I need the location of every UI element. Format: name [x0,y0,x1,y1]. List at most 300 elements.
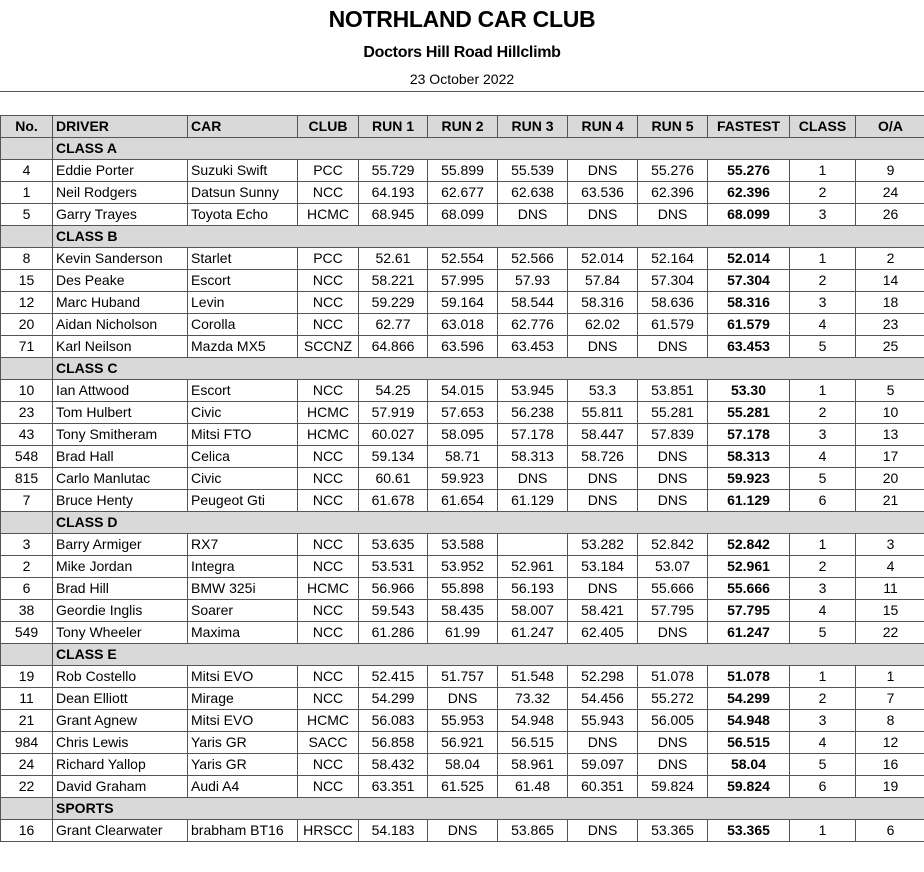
driver-name: Barry Armiger [53,534,188,556]
class-position: 1 [790,820,856,842]
club-code: NCC [298,182,359,204]
fastest-time: 61.579 [708,314,790,336]
run-3-time: 53.945 [498,380,568,402]
run-1-time: 52.61 [359,248,428,270]
car-model: Escort [188,380,298,402]
class-position: 4 [790,446,856,468]
club-code: NCC [298,754,359,776]
overall-position: 18 [856,292,924,314]
run-1-time: 55.729 [359,160,428,182]
driver-name: Grant Agnew [53,710,188,732]
overall-position: 3 [856,534,924,556]
driver-name: Aidan Nicholson [53,314,188,336]
driver-name: Karl Neilson [53,336,188,358]
class-position: 2 [790,688,856,710]
class-group-label: CLASS B [53,226,924,248]
class-position: 1 [790,160,856,182]
table-row [1,402,924,424]
run-5-time: DNS [638,204,708,226]
club-code: NCC [298,776,359,798]
results-body [1,138,924,842]
table-row [1,578,924,600]
car-number: 10 [1,380,53,402]
run-2-time: 58.435 [428,600,498,622]
run-4-time: DNS [568,468,638,490]
overall-position: 24 [856,182,924,204]
club-code: NCC [298,314,359,336]
driver-name: Tony Smitheram [53,424,188,446]
run-3-time: 63.453 [498,336,568,358]
table-row [1,270,924,292]
car-model: RX7 [188,534,298,556]
run-1-time: 59.229 [359,292,428,314]
overall-position: 14 [856,270,924,292]
run-2-time: 55.898 [428,578,498,600]
class-group-header [1,226,924,248]
overall-position: 20 [856,468,924,490]
run-3-time: 73.32 [498,688,568,710]
car-model: BMW 325i [188,578,298,600]
run-2-time: 63.018 [428,314,498,336]
run-5-time: 52.842 [638,534,708,556]
driver-name: Tom Hulbert [53,402,188,424]
overall-position: 2 [856,248,924,270]
run-5-time: 55.272 [638,688,708,710]
run-5-time: DNS [638,622,708,644]
car-number: 4 [1,160,53,182]
table-row [1,556,924,578]
run-2-time: 68.099 [428,204,498,226]
car-number: 71 [1,336,53,358]
col-header-car: CAR [188,116,298,138]
car-number: 2 [1,556,53,578]
col-header-run2: RUN 2 [428,116,498,138]
car-model: Yaris GR [188,732,298,754]
car-number: 1 [1,182,53,204]
driver-name: Tony Wheeler [53,622,188,644]
run-5-time: 53.07 [638,556,708,578]
run-5-time: 52.164 [638,248,708,270]
run-5-time: DNS [638,468,708,490]
overall-position: 6 [856,820,924,842]
overall-position: 11 [856,578,924,600]
col-header-class: CLASS [790,116,856,138]
fastest-time: 61.129 [708,490,790,512]
car-model: Mazda MX5 [188,336,298,358]
driver-name: Kevin Sanderson [53,248,188,270]
run-1-time: 61.678 [359,490,428,512]
run-2-time: DNS [428,688,498,710]
run-3-time [498,534,568,556]
club-code: HCMC [298,204,359,226]
run-2-time: 63.596 [428,336,498,358]
driver-name: Bruce Henty [53,490,188,512]
car-model: Civic [188,402,298,424]
car-model: Mitsi FTO [188,424,298,446]
driver-name: Rob Costello [53,666,188,688]
class-group-header [1,358,924,380]
run-4-time: 62.02 [568,314,638,336]
run-3-time: 52.566 [498,248,568,270]
club-code: HCMC [298,424,359,446]
run-1-time: 58.221 [359,270,428,292]
class-position: 3 [790,424,856,446]
col-header-driver: DRIVER [53,116,188,138]
run-3-time: 61.48 [498,776,568,798]
class-position: 1 [790,248,856,270]
run-4-time: 53.3 [568,380,638,402]
car-model: Mitsi EVO [188,710,298,732]
car-model: Soarer [188,600,298,622]
fastest-time: 53.365 [708,820,790,842]
fastest-time: 53.30 [708,380,790,402]
class-position: 5 [790,468,856,490]
car-model: Civic [188,468,298,490]
club-code: NCC [298,534,359,556]
run-3-time: 57.178 [498,424,568,446]
run-5-time: DNS [638,732,708,754]
run-1-time: 54.299 [359,688,428,710]
driver-name: Ian Attwood [53,380,188,402]
class-position: 3 [790,710,856,732]
run-5-time: 56.005 [638,710,708,732]
fastest-time: 52.842 [708,534,790,556]
car-number: 8 [1,248,53,270]
driver-name: Mike Jordan [53,556,188,578]
col-header-run3: RUN 3 [498,116,568,138]
overall-position: 7 [856,688,924,710]
run-5-time: 53.365 [638,820,708,842]
class-position: 2 [790,556,856,578]
fastest-time: 55.666 [708,578,790,600]
class-position: 2 [790,270,856,292]
class-position: 1 [790,380,856,402]
col-header-club: CLUB [298,116,359,138]
run-1-time: 64.193 [359,182,428,204]
column-header-row [1,116,924,138]
run-4-time: 54.456 [568,688,638,710]
run-2-time: 58.04 [428,754,498,776]
run-4-time: 52.298 [568,666,638,688]
driver-name: Des Peake [53,270,188,292]
fastest-time: 57.178 [708,424,790,446]
fastest-time: 68.099 [708,204,790,226]
overall-position: 19 [856,776,924,798]
club-code: NCC [298,666,359,688]
driver-name: Geordie Inglis [53,600,188,622]
class-group-label: CLASS D [53,512,924,534]
overall-position: 26 [856,204,924,226]
class-position: 4 [790,600,856,622]
car-model: Celica [188,446,298,468]
run-1-time: 56.966 [359,578,428,600]
car-number: 19 [1,666,53,688]
class-group-spacer [1,644,53,666]
run-4-time: DNS [568,160,638,182]
overall-position: 21 [856,490,924,512]
class-position: 5 [790,754,856,776]
fastest-time: 59.824 [708,776,790,798]
fastest-time: 51.078 [708,666,790,688]
club-code: NCC [298,622,359,644]
driver-name: Brad Hall [53,446,188,468]
class-group-header [1,798,924,820]
fastest-time: 55.276 [708,160,790,182]
run-3-time: 58.544 [498,292,568,314]
run-4-time: 55.943 [568,710,638,732]
table-row [1,534,924,556]
run-3-time: 53.865 [498,820,568,842]
run-2-time: 58.095 [428,424,498,446]
overall-position: 13 [856,424,924,446]
run-4-time: DNS [568,204,638,226]
class-position: 5 [790,336,856,358]
club-code: NCC [298,270,359,292]
run-1-time: 60.027 [359,424,428,446]
car-number: 43 [1,424,53,446]
run-2-time: 57.653 [428,402,498,424]
table-row [1,600,924,622]
run-1-time: 61.286 [359,622,428,644]
overall-position: 16 [856,754,924,776]
driver-name: Richard Yallop [53,754,188,776]
class-group-spacer [1,226,53,248]
club-code: NCC [298,468,359,490]
run-4-time: 52.014 [568,248,638,270]
club-code: NCC [298,292,359,314]
club-code: NCC [298,446,359,468]
run-3-time: 52.961 [498,556,568,578]
run-5-time: 55.666 [638,578,708,600]
fastest-time: 54.948 [708,710,790,732]
run-1-time: 54.25 [359,380,428,402]
results-table [0,115,924,842]
class-group-header [1,138,924,160]
run-3-time: 56.193 [498,578,568,600]
run-2-time: 61.525 [428,776,498,798]
table-row [1,446,924,468]
class-group-spacer [1,798,53,820]
run-2-time: 53.952 [428,556,498,578]
run-4-time: DNS [568,732,638,754]
run-1-time: 54.183 [359,820,428,842]
class-position: 2 [790,402,856,424]
overall-position: 1 [856,666,924,688]
fastest-time: 58.313 [708,446,790,468]
car-number: 5 [1,204,53,226]
driver-name: Dean Elliott [53,688,188,710]
run-4-time: DNS [568,578,638,600]
fastest-time: 57.304 [708,270,790,292]
run-1-time: 53.531 [359,556,428,578]
run-3-time: 62.776 [498,314,568,336]
run-3-time: 51.548 [498,666,568,688]
event-subtitle: Doctors Hill Road Hillclimb [363,44,561,61]
car-number: 548 [1,446,53,468]
col-header-run5: RUN 5 [638,116,708,138]
run-2-time: 59.164 [428,292,498,314]
overall-position: 17 [856,446,924,468]
page-title: NOTRHLAND CAR CLUB [328,6,596,32]
class-position: 1 [790,534,856,556]
run-4-time: 60.351 [568,776,638,798]
car-number: 6 [1,578,53,600]
overall-position: 15 [856,600,924,622]
run-2-time: 53.588 [428,534,498,556]
table-row [1,732,924,754]
table-row [1,776,924,798]
car-number: 12 [1,292,53,314]
table-row [1,754,924,776]
table-row [1,490,924,512]
table-row [1,820,924,842]
run-5-time: 57.839 [638,424,708,446]
run-4-time: DNS [568,336,638,358]
car-number: 16 [1,820,53,842]
class-position: 3 [790,292,856,314]
overall-position: 10 [856,402,924,424]
fastest-time: 61.247 [708,622,790,644]
club-code: HCMC [298,402,359,424]
car-model: Starlet [188,248,298,270]
class-group-header [1,512,924,534]
car-number: 984 [1,732,53,754]
run-2-time: 55.953 [428,710,498,732]
club-code: SACC [298,732,359,754]
driver-name: Brad Hill [53,578,188,600]
table-row [1,204,924,226]
run-4-time: DNS [568,820,638,842]
run-2-time: 62.677 [428,182,498,204]
class-position: 1 [790,666,856,688]
car-number: 23 [1,402,53,424]
car-model: Audi A4 [188,776,298,798]
car-model: Escort [188,270,298,292]
run-3-time: 58.007 [498,600,568,622]
club-code: PCC [298,248,359,270]
run-2-time: 55.899 [428,160,498,182]
driver-name: Neil Rodgers [53,182,188,204]
driver-name: Grant Clearwater [53,820,188,842]
club-code: PCC [298,160,359,182]
club-code: NCC [298,688,359,710]
run-5-time: DNS [638,490,708,512]
run-5-time: DNS [638,446,708,468]
class-group-label: CLASS C [53,358,924,380]
run-4-time: 53.184 [568,556,638,578]
club-code: NCC [298,380,359,402]
run-2-time: 58.71 [428,446,498,468]
table-row [1,314,924,336]
run-2-time: 61.99 [428,622,498,644]
run-1-time: 60.61 [359,468,428,490]
car-model: Maxima [188,622,298,644]
run-5-time: 51.078 [638,666,708,688]
car-model: brabham BT16 [188,820,298,842]
col-header-oa: O/A [856,116,924,138]
table-row [1,666,924,688]
car-number: 7 [1,490,53,512]
run-1-time: 64.866 [359,336,428,358]
class-group-label: SPORTS [53,798,924,820]
table-row [1,710,924,732]
car-number: 15 [1,270,53,292]
col-header-no: No. [1,116,53,138]
run-5-time: 62.396 [638,182,708,204]
fastest-time: 56.515 [708,732,790,754]
class-group-spacer [1,512,53,534]
fastest-time: 57.795 [708,600,790,622]
run-3-time: 62.638 [498,182,568,204]
overall-position: 25 [856,336,924,358]
run-1-time: 68.945 [359,204,428,226]
run-5-time: DNS [638,754,708,776]
run-3-time: 56.515 [498,732,568,754]
run-3-time: 57.93 [498,270,568,292]
table-row [1,688,924,710]
run-5-time: 58.636 [638,292,708,314]
run-2-time: 59.923 [428,468,498,490]
club-code: NCC [298,556,359,578]
class-group-spacer [1,138,53,160]
fastest-time: 55.281 [708,402,790,424]
run-4-time: 58.447 [568,424,638,446]
run-3-time: 61.129 [498,490,568,512]
fastest-time: 52.014 [708,248,790,270]
run-5-time: 53.851 [638,380,708,402]
run-5-time: 55.281 [638,402,708,424]
run-1-time: 57.919 [359,402,428,424]
table-row [1,468,924,490]
class-position: 4 [790,732,856,754]
run-1-time: 56.083 [359,710,428,732]
run-5-time: 59.824 [638,776,708,798]
col-header-fastest: FASTEST [708,116,790,138]
car-model: Corolla [188,314,298,336]
class-group-header [1,644,924,666]
run-5-time: 55.276 [638,160,708,182]
table-row [1,622,924,644]
overall-position: 22 [856,622,924,644]
driver-name: Chris Lewis [53,732,188,754]
class-position: 6 [790,490,856,512]
run-3-time: 58.313 [498,446,568,468]
table-row [1,424,924,446]
table-row [1,292,924,314]
header-divider [0,91,924,92]
fastest-time: 58.316 [708,292,790,314]
car-number: 38 [1,600,53,622]
run-1-time: 58.432 [359,754,428,776]
class-group-label: CLASS A [53,138,924,160]
class-position: 3 [790,204,856,226]
run-3-time: 54.948 [498,710,568,732]
table-row [1,248,924,270]
run-3-time: DNS [498,468,568,490]
col-header-run4: RUN 4 [568,116,638,138]
car-number: 24 [1,754,53,776]
car-model: Levin [188,292,298,314]
run-2-time: 51.757 [428,666,498,688]
run-4-time: 58.726 [568,446,638,468]
car-model: Mitsi EVO [188,666,298,688]
club-code: SCCNZ [298,336,359,358]
col-header-run1: RUN 1 [359,116,428,138]
run-2-time: 52.554 [428,248,498,270]
run-1-time: 52.415 [359,666,428,688]
car-number: 20 [1,314,53,336]
class-position: 4 [790,314,856,336]
